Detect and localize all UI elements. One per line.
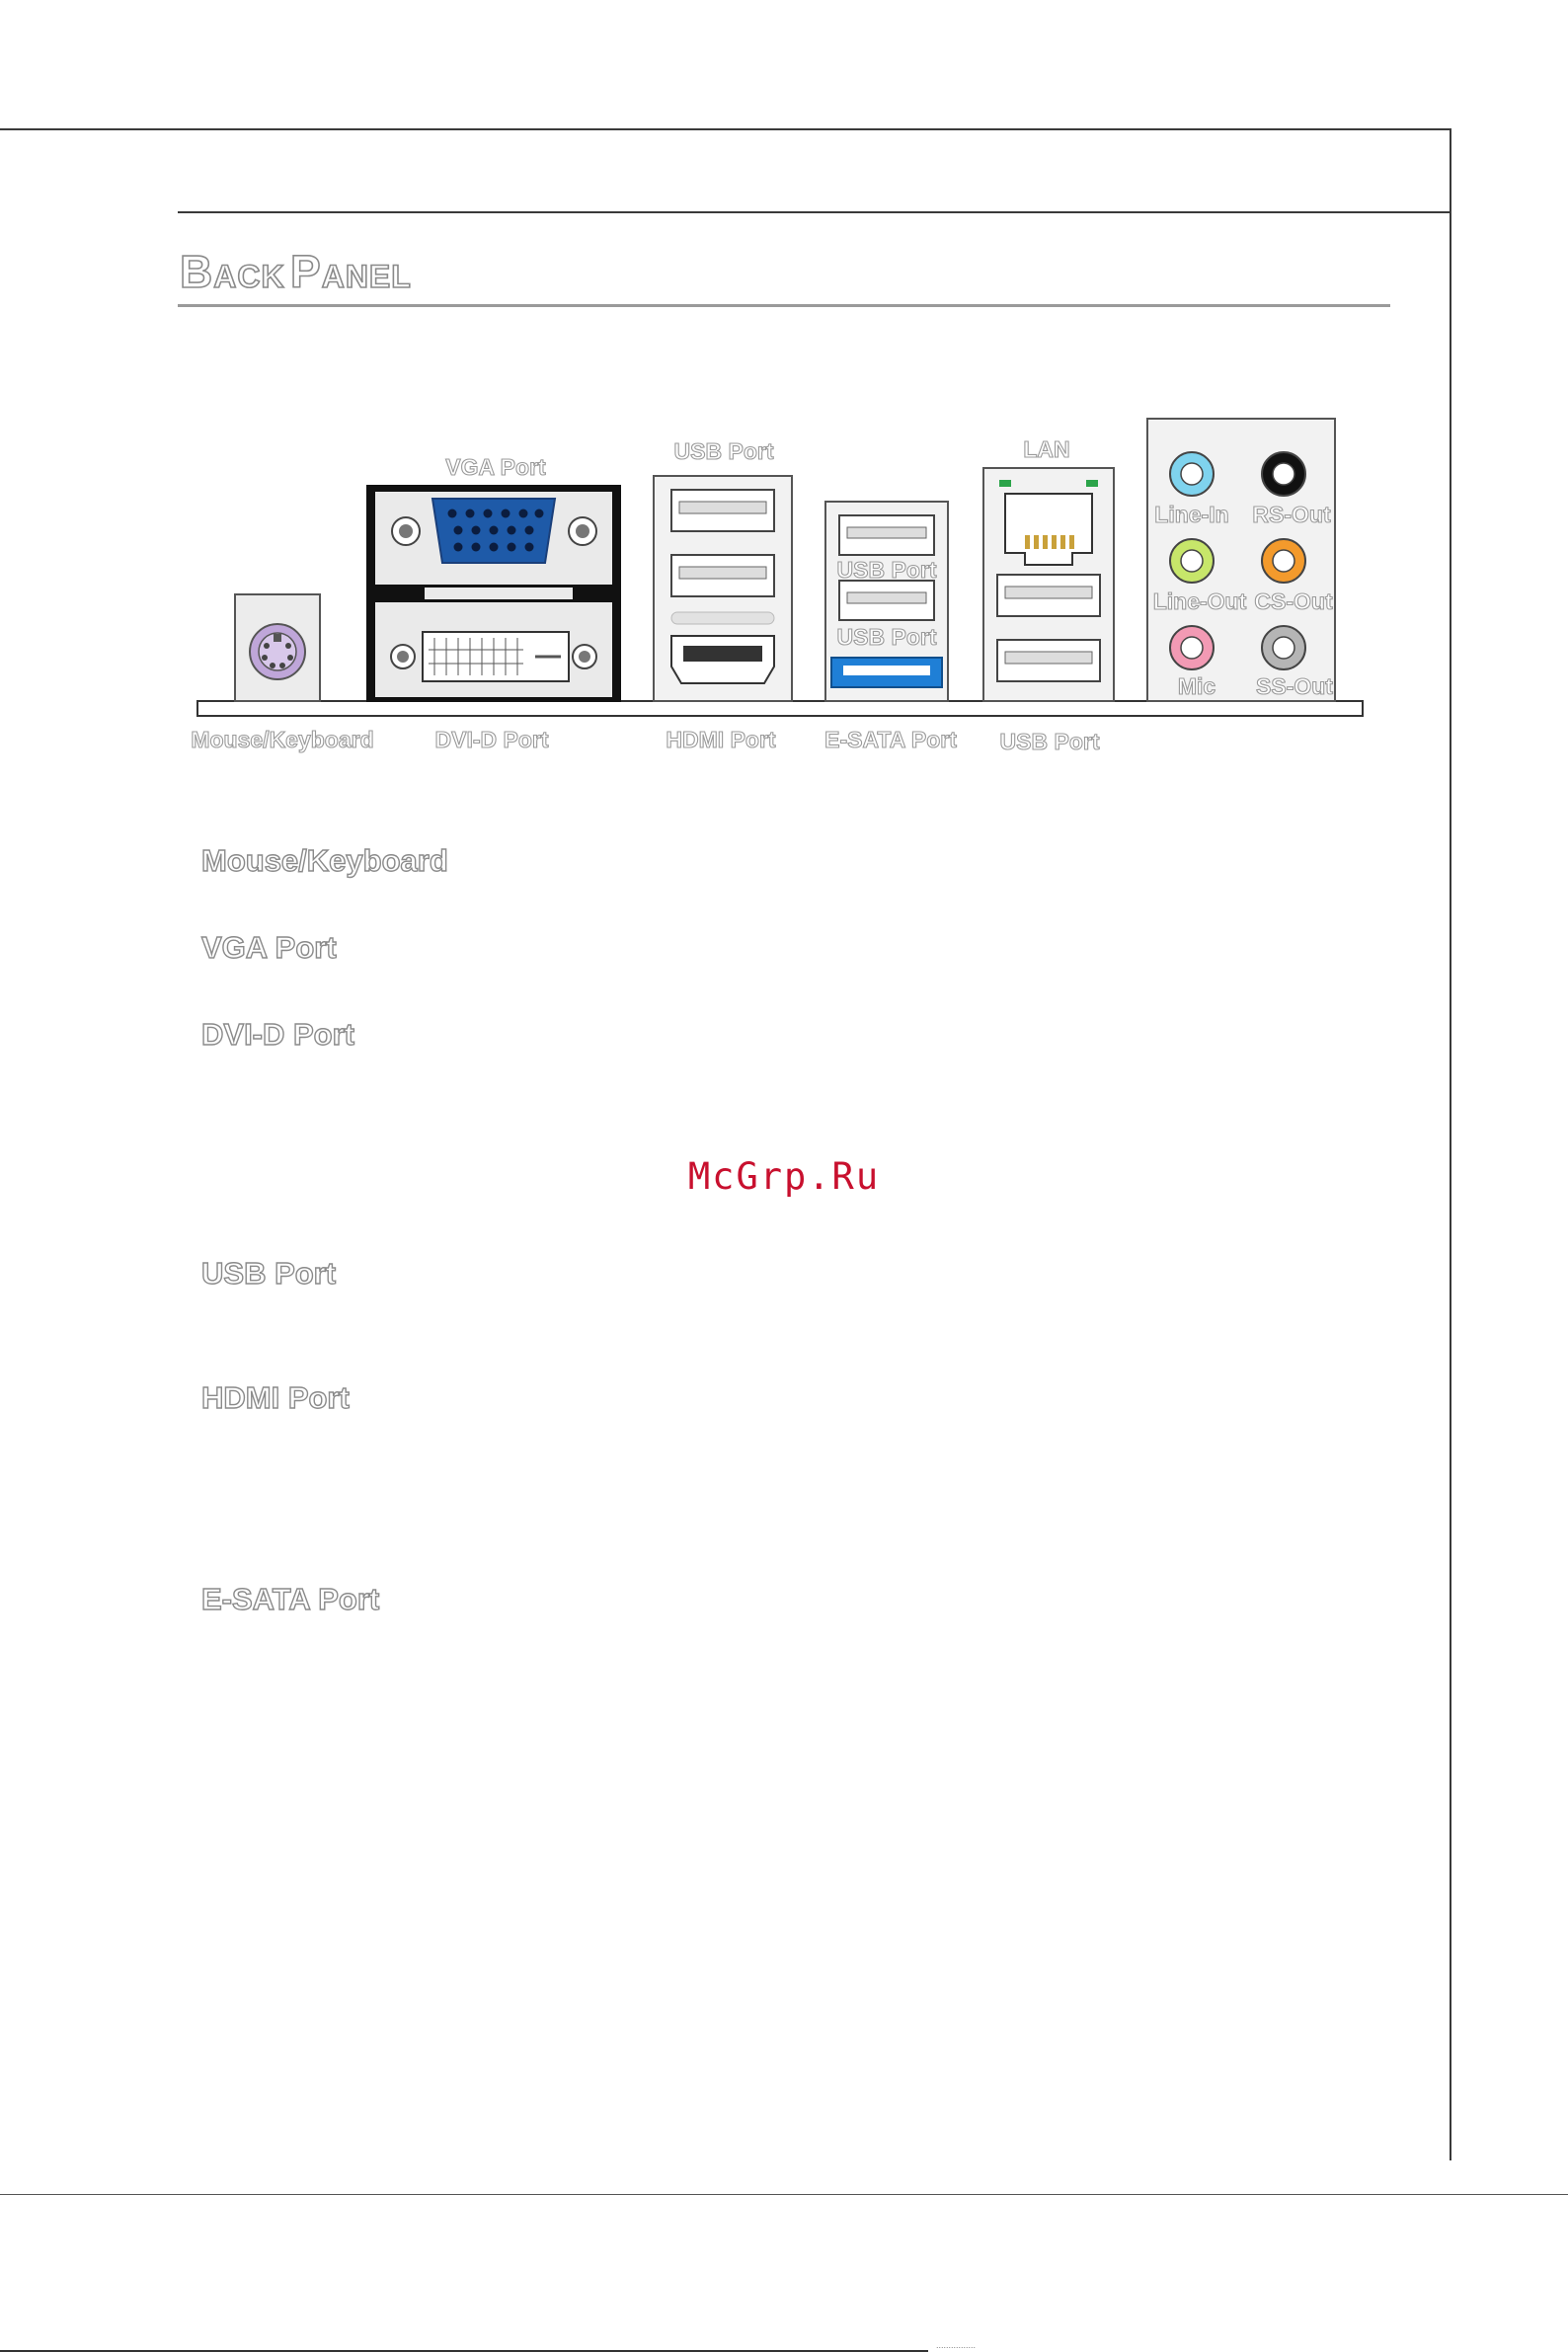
title-underline bbox=[178, 304, 1390, 307]
title-cap-1: B bbox=[180, 246, 214, 297]
section-esata-port: E-SATA Port bbox=[201, 1582, 380, 1616]
label-usb-port-mid-1: USB Port bbox=[836, 557, 937, 583]
label-mouse-keyboard: Mouse/Keyboard bbox=[191, 727, 374, 752]
section-usb-port: USB Port bbox=[201, 1256, 337, 1291]
lan-usb-port-icon bbox=[983, 468, 1114, 701]
title-cap-2: P bbox=[290, 246, 322, 297]
top-frame-line bbox=[0, 128, 1451, 130]
audio-jacks-icon bbox=[1147, 419, 1335, 701]
label-line-out: Line-Out bbox=[1152, 588, 1247, 614]
title-rest-2: ANEL bbox=[321, 259, 412, 294]
footer-text: ................ bbox=[936, 2340, 977, 2350]
label-mic: Mic bbox=[1177, 673, 1216, 699]
esata-usb-port-icon bbox=[825, 502, 948, 701]
section-vga-port: VGA Port bbox=[201, 930, 337, 965]
page-title bbox=[180, 245, 412, 298]
watermark: McGrp.Ru bbox=[687, 1155, 881, 1198]
bottom-frame-line bbox=[0, 2194, 1568, 2195]
header-rule bbox=[178, 211, 1451, 213]
back-panel-diagram bbox=[178, 405, 1392, 770]
label-hdmi-port: HDMI Port bbox=[666, 727, 776, 752]
label-esata-port: E-SATA Port bbox=[824, 727, 957, 752]
label-usb-port-mid-2: USB Port bbox=[836, 624, 937, 650]
ps2-port-icon bbox=[235, 594, 320, 701]
label-vga-port: VGA Port bbox=[445, 454, 546, 480]
label-usb-port-top: USB Port bbox=[673, 438, 774, 464]
back-panel-illustration bbox=[178, 405, 1392, 770]
label-dvi-d-port: DVI-D Port bbox=[434, 727, 549, 752]
section-mouse-keyboard: Mouse/Keyboard bbox=[201, 843, 448, 878]
label-line-in: Line-In bbox=[1154, 502, 1229, 527]
title-rest-1: ACK bbox=[213, 259, 285, 294]
label-rs-out: RS-Out bbox=[1252, 502, 1331, 527]
panel-base-bar bbox=[197, 701, 1363, 716]
label-ss-out: SS-Out bbox=[1256, 673, 1333, 699]
label-lan: LAN bbox=[1023, 436, 1070, 462]
right-frame-line bbox=[1450, 128, 1451, 2160]
vga-dvi-port-icon bbox=[367, 486, 620, 701]
section-hdmi-port: HDMI Port bbox=[201, 1380, 350, 1415]
section-dvi-d-port: DVI-D Port bbox=[201, 1017, 354, 1052]
usb-hdmi-port-icon bbox=[654, 476, 792, 701]
label-cs-out: CS-Out bbox=[1254, 588, 1333, 614]
label-usb-port-bottom: USB Port bbox=[999, 729, 1100, 754]
